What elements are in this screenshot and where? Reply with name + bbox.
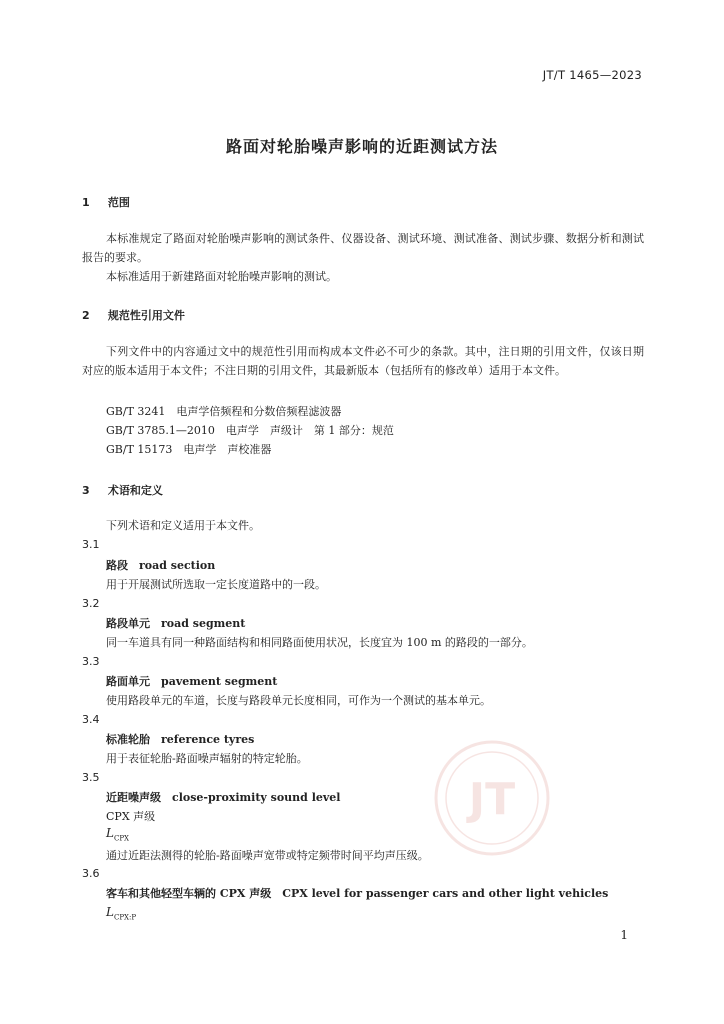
term-heading: 路面单元 pavement segment (106, 675, 278, 688)
term-number: 3.2 (82, 597, 100, 610)
symbol-letter: L (106, 826, 114, 840)
term-number: 3.3 (82, 655, 100, 668)
section-1-paragraph-1: 本标准规定了路面对轮胎噪声影响的测试条件、仪器设备、测试环境、测试准备、测试步骤、数据分析和测试报告的要求。 (82, 232, 644, 264)
term-symbol (106, 905, 136, 921)
term-number: 3.5 (82, 771, 100, 784)
term-definition: 同一车道具有同一种路面结构和相同路面使用状况，长度宜为 100 m 的路段的一部分。 (106, 636, 533, 649)
term-number: 3.6 (82, 867, 100, 880)
section-number: 1 (82, 196, 90, 209)
term-heading: 近距噪声级 close-proximity sound level (106, 791, 341, 804)
reference-item: GB/T 15173 电声学 声校准器 (106, 443, 272, 456)
term-number: 3.1 (82, 538, 100, 551)
section-3-intro: 下列术语和定义适用于本文件。 (106, 519, 260, 532)
term-definition: 通过近距法测得的轮胎-路面噪声宽带或特定频带时间平均声压级。 (106, 849, 429, 862)
term-heading: 路段单元 road segment (106, 617, 246, 630)
section-number: 3 (82, 484, 90, 497)
term-symbol (106, 826, 129, 842)
term-heading: 客车和其他轻型车辆的 CPX 声级 CPX level for passenger cars and other light vehicles (106, 887, 609, 900)
section-1-paragraph-2: 本标准适用于新建路面对轮胎噪声影响的测试。 (106, 270, 337, 283)
section-number: 2 (82, 309, 90, 322)
symbol-subscript: CPX:P (113, 913, 137, 922)
term-definition: 使用路段单元的车道，长度与路段单元长度相同，可作为一个测试的基本单元。 (106, 694, 491, 707)
section-title: 规范性引用文件 (107, 309, 185, 322)
term-heading: 标准轮胎 reference tyres (106, 733, 255, 746)
symbol-subscript: CPX (113, 834, 130, 843)
term-alternative: CPX 声级 (106, 810, 156, 823)
section-3-heading (82, 482, 163, 498)
svg-text:JT: JT (468, 774, 516, 825)
section-2-heading (82, 307, 185, 323)
term-definition: 用于表征轮胎-路面噪声辐射的特定轮胎。 (106, 752, 308, 765)
term-heading: 路段 road section (106, 559, 216, 572)
reference-item: GB/T 3241 电声学倍频程和分数倍频程滤波器 (106, 405, 342, 418)
section-2-paragraph-1: 下列文件中的内容通过文中的规范性引用而构成本文件必不可少的条款。其中，注日期的引用文件，仅该日期对应的版本适用于本文件；不注日期的引用文件，其最新版本（包括所有的修改单）适用于本文件。 (82, 345, 644, 377)
section-title: 范围 (107, 196, 130, 209)
section-title: 术语和定义 (107, 484, 163, 497)
symbol-letter: L (106, 905, 114, 919)
section-1-heading (82, 194, 130, 210)
document-title: 路面对轮胎噪声影响的近距测试方法 (225, 137, 498, 156)
term-definition: 用于开展测试所选取一定长度道路中的一段。 (106, 578, 326, 591)
standard-code: JT/T 1465—2023 (542, 68, 642, 82)
term-number: 3.4 (82, 713, 100, 726)
jt-seal-watermark (432, 738, 552, 858)
reference-item: GB/T 3785.1—2010 电声学 声级计 第 1 部分：规范 (106, 424, 394, 437)
page-number: 1 (620, 928, 628, 942)
